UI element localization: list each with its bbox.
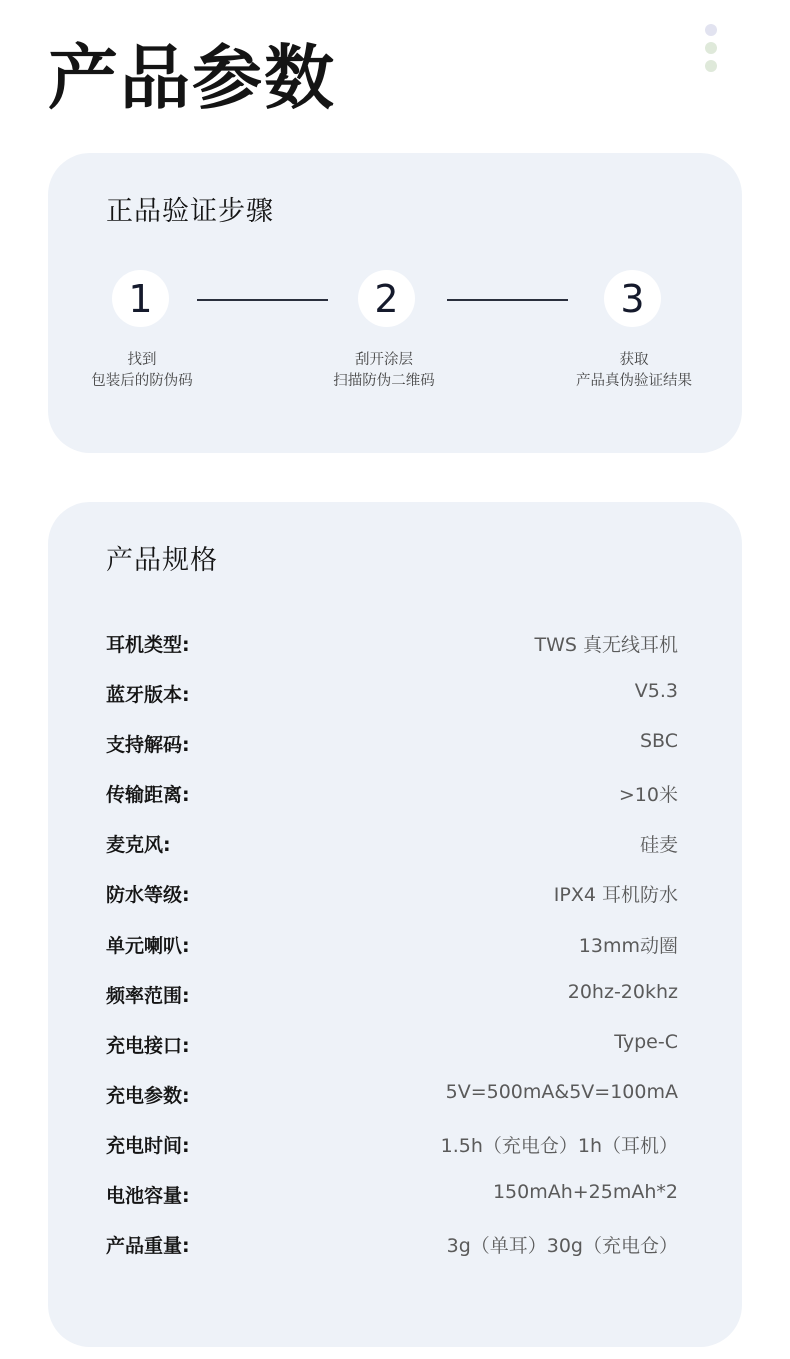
spec-value: 3g（单耳）30g（充电仓） — [446, 1235, 678, 1258]
step-2-badge: 2 — [358, 270, 415, 327]
spec-row — [106, 880, 678, 930]
spec-value: IPX4 耳机防水 — [553, 884, 678, 907]
spec-row — [106, 830, 678, 880]
spec-row — [106, 1181, 678, 1231]
spec-key: 电池容量: — [106, 1185, 190, 1208]
spec-value: 1.5h（充电仓）1h（耳机） — [440, 1134, 678, 1157]
spec-value: 150mAh+25mAh*2 — [492, 1181, 678, 1204]
verification-steps-card — [48, 153, 742, 453]
spec-value: 硅麦 — [639, 834, 678, 857]
step-2-description — [284, 350, 484, 392]
spec-key: 充电接口: — [106, 1034, 190, 1057]
spec-value: >10米 — [618, 784, 678, 807]
spec-list — [106, 630, 678, 1281]
spec-value: Type-C — [614, 1030, 678, 1053]
spec-key: 充电参数: — [106, 1084, 190, 1107]
spec-value: V5.3 — [634, 680, 678, 703]
spec-key: 耳机类型: — [106, 634, 190, 656]
dot-icon — [705, 42, 717, 54]
three-dots-vertical-icon[interactable] — [705, 24, 717, 78]
spec-key: 防水等级: — [106, 884, 190, 907]
spec-value: TWS 真无线耳机 — [534, 634, 678, 656]
spec-row — [106, 630, 678, 680]
dot-icon — [705, 24, 717, 36]
spec-key: 频率范围: — [106, 984, 190, 1007]
step-3-description — [534, 350, 734, 392]
spec-row — [106, 1231, 678, 1281]
specifications-title: 产品规格 — [106, 545, 218, 576]
step-2-line2: 扫描防伪二维码 — [333, 373, 435, 389]
step-1-badge: 1 — [112, 270, 169, 327]
spec-value: 20hz-20khz — [567, 980, 678, 1003]
specifications-card — [48, 502, 742, 1347]
dot-icon — [705, 60, 717, 72]
spec-key: 支持解码: — [106, 734, 190, 757]
spec-key: 麦克风: — [106, 834, 171, 857]
step-3-line2: 产品真伪验证结果 — [576, 373, 692, 389]
spec-key: 蓝牙版本: — [106, 684, 190, 707]
spec-value: SBC — [639, 730, 678, 753]
step-1-line2: 包装后的防伪码 — [91, 373, 193, 389]
spec-row — [106, 1031, 678, 1081]
spec-value: 5V=500mA&5V=100mA — [445, 1080, 678, 1103]
spec-row — [106, 730, 678, 780]
spec-key: 充电时间: — [106, 1134, 190, 1157]
step-connector — [197, 299, 328, 301]
verification-steps-title: 正品验证步骤 — [106, 196, 274, 227]
step-3-badge: 3 — [604, 270, 661, 327]
spec-row — [106, 931, 678, 981]
step-1-description — [42, 350, 242, 392]
spec-key: 产品重量: — [106, 1235, 190, 1258]
page-title: 产品参数 — [48, 37, 336, 119]
spec-row — [106, 780, 678, 830]
spec-row — [106, 680, 678, 730]
spec-row — [106, 1131, 678, 1181]
spec-key: 传输距离: — [106, 784, 190, 807]
spec-value: 13mm动圈 — [578, 934, 678, 957]
spec-row — [106, 1081, 678, 1131]
step-1-line1: 找到 — [127, 352, 157, 368]
step-connector — [447, 299, 568, 301]
spec-key: 单元喇叭: — [106, 934, 190, 957]
step-3-line1: 获取 — [619, 352, 649, 368]
spec-row — [106, 981, 678, 1031]
step-2-line1: 刮开涂层 — [355, 352, 413, 368]
